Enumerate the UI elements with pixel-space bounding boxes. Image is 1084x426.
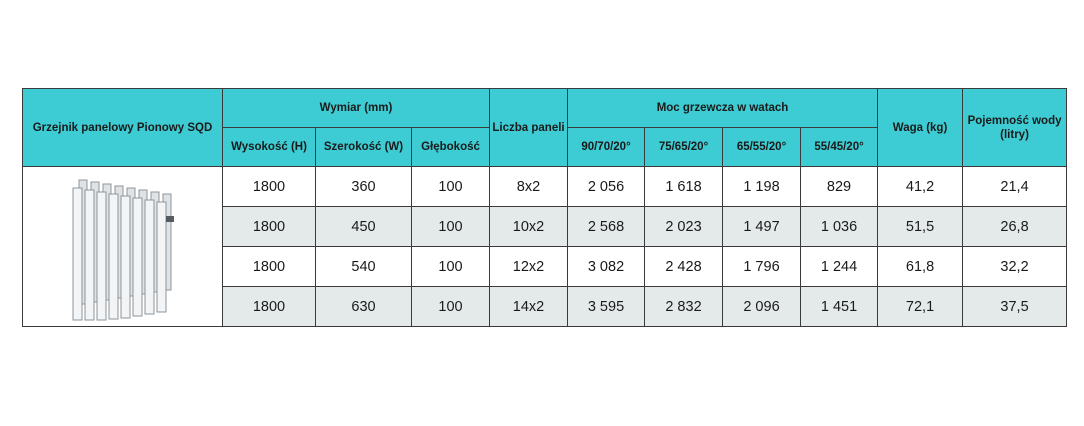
power-col-4-header: 55/45/20° bbox=[801, 128, 878, 167]
water-capacity-cell: 26,8 bbox=[963, 207, 1067, 247]
panels-cell: 8x2 bbox=[490, 167, 568, 207]
radiator-icon bbox=[53, 172, 193, 322]
width-cell: 360 bbox=[316, 167, 412, 207]
power-cell-2: 2 428 bbox=[645, 247, 723, 287]
power-cell-4: 1 244 bbox=[801, 247, 878, 287]
weight-cell: 41,2 bbox=[878, 167, 963, 207]
panels-cell: 14x2 bbox=[490, 287, 568, 327]
panels-header: Liczba paneli bbox=[490, 89, 568, 167]
weight-header: Waga (kg) bbox=[878, 89, 963, 167]
panels-cell: 12x2 bbox=[490, 247, 568, 287]
width-cell: 540 bbox=[316, 247, 412, 287]
header-row-1 bbox=[23, 89, 1067, 128]
power-cell-3: 1 198 bbox=[723, 167, 801, 207]
depth-cell: 100 bbox=[412, 167, 490, 207]
panels-cell: 10x2 bbox=[490, 207, 568, 247]
spec-table bbox=[22, 88, 1067, 327]
height-header: Wysokość (H) bbox=[223, 128, 316, 167]
height-cell: 1800 bbox=[223, 167, 316, 207]
table-row bbox=[23, 167, 1067, 207]
power-cell-3: 1 796 bbox=[723, 247, 801, 287]
power-cell-1: 2 056 bbox=[568, 167, 645, 207]
power-header: Moc grzewcza w watach bbox=[568, 89, 878, 128]
width-header: Szerokość (W) bbox=[316, 128, 412, 167]
water-capacity-cell: 32,2 bbox=[963, 247, 1067, 287]
power-cell-3: 2 096 bbox=[723, 287, 801, 327]
weight-cell: 72,1 bbox=[878, 287, 963, 327]
power-col-3-header: 65/55/20° bbox=[723, 128, 801, 167]
water-capacity-header: Pojemność wody (litry) bbox=[963, 89, 1067, 167]
power-cell-2: 2 023 bbox=[645, 207, 723, 247]
depth-header: Głębokość bbox=[412, 128, 490, 167]
weight-cell: 61,8 bbox=[878, 247, 963, 287]
width-cell: 630 bbox=[316, 287, 412, 327]
depth-cell: 100 bbox=[412, 287, 490, 327]
height-cell: 1800 bbox=[223, 207, 316, 247]
product-image-cell bbox=[23, 167, 223, 327]
dimensions-header: Wymiar (mm) bbox=[223, 89, 490, 128]
water-capacity-cell: 37,5 bbox=[963, 287, 1067, 327]
power-cell-4: 829 bbox=[801, 167, 878, 207]
power-cell-1: 3 082 bbox=[568, 247, 645, 287]
power-cell-1: 3 595 bbox=[568, 287, 645, 327]
height-cell: 1800 bbox=[223, 247, 316, 287]
power-cell-2: 2 832 bbox=[645, 287, 723, 327]
power-cell-1: 2 568 bbox=[568, 207, 645, 247]
water-capacity-cell: 21,4 bbox=[963, 167, 1067, 207]
product-name-header: Grzejnik panelowy Pionowy SQD bbox=[23, 89, 223, 167]
depth-cell: 100 bbox=[412, 247, 490, 287]
weight-cell: 51,5 bbox=[878, 207, 963, 247]
width-cell: 450 bbox=[316, 207, 412, 247]
power-cell-4: 1 451 bbox=[801, 287, 878, 327]
power-cell-4: 1 036 bbox=[801, 207, 878, 247]
power-cell-2: 1 618 bbox=[645, 167, 723, 207]
depth-cell: 100 bbox=[412, 207, 490, 247]
height-cell: 1800 bbox=[223, 287, 316, 327]
power-col-1-header: 90/70/20° bbox=[568, 128, 645, 167]
power-col-2-header: 75/65/20° bbox=[645, 128, 723, 167]
power-cell-3: 1 497 bbox=[723, 207, 801, 247]
